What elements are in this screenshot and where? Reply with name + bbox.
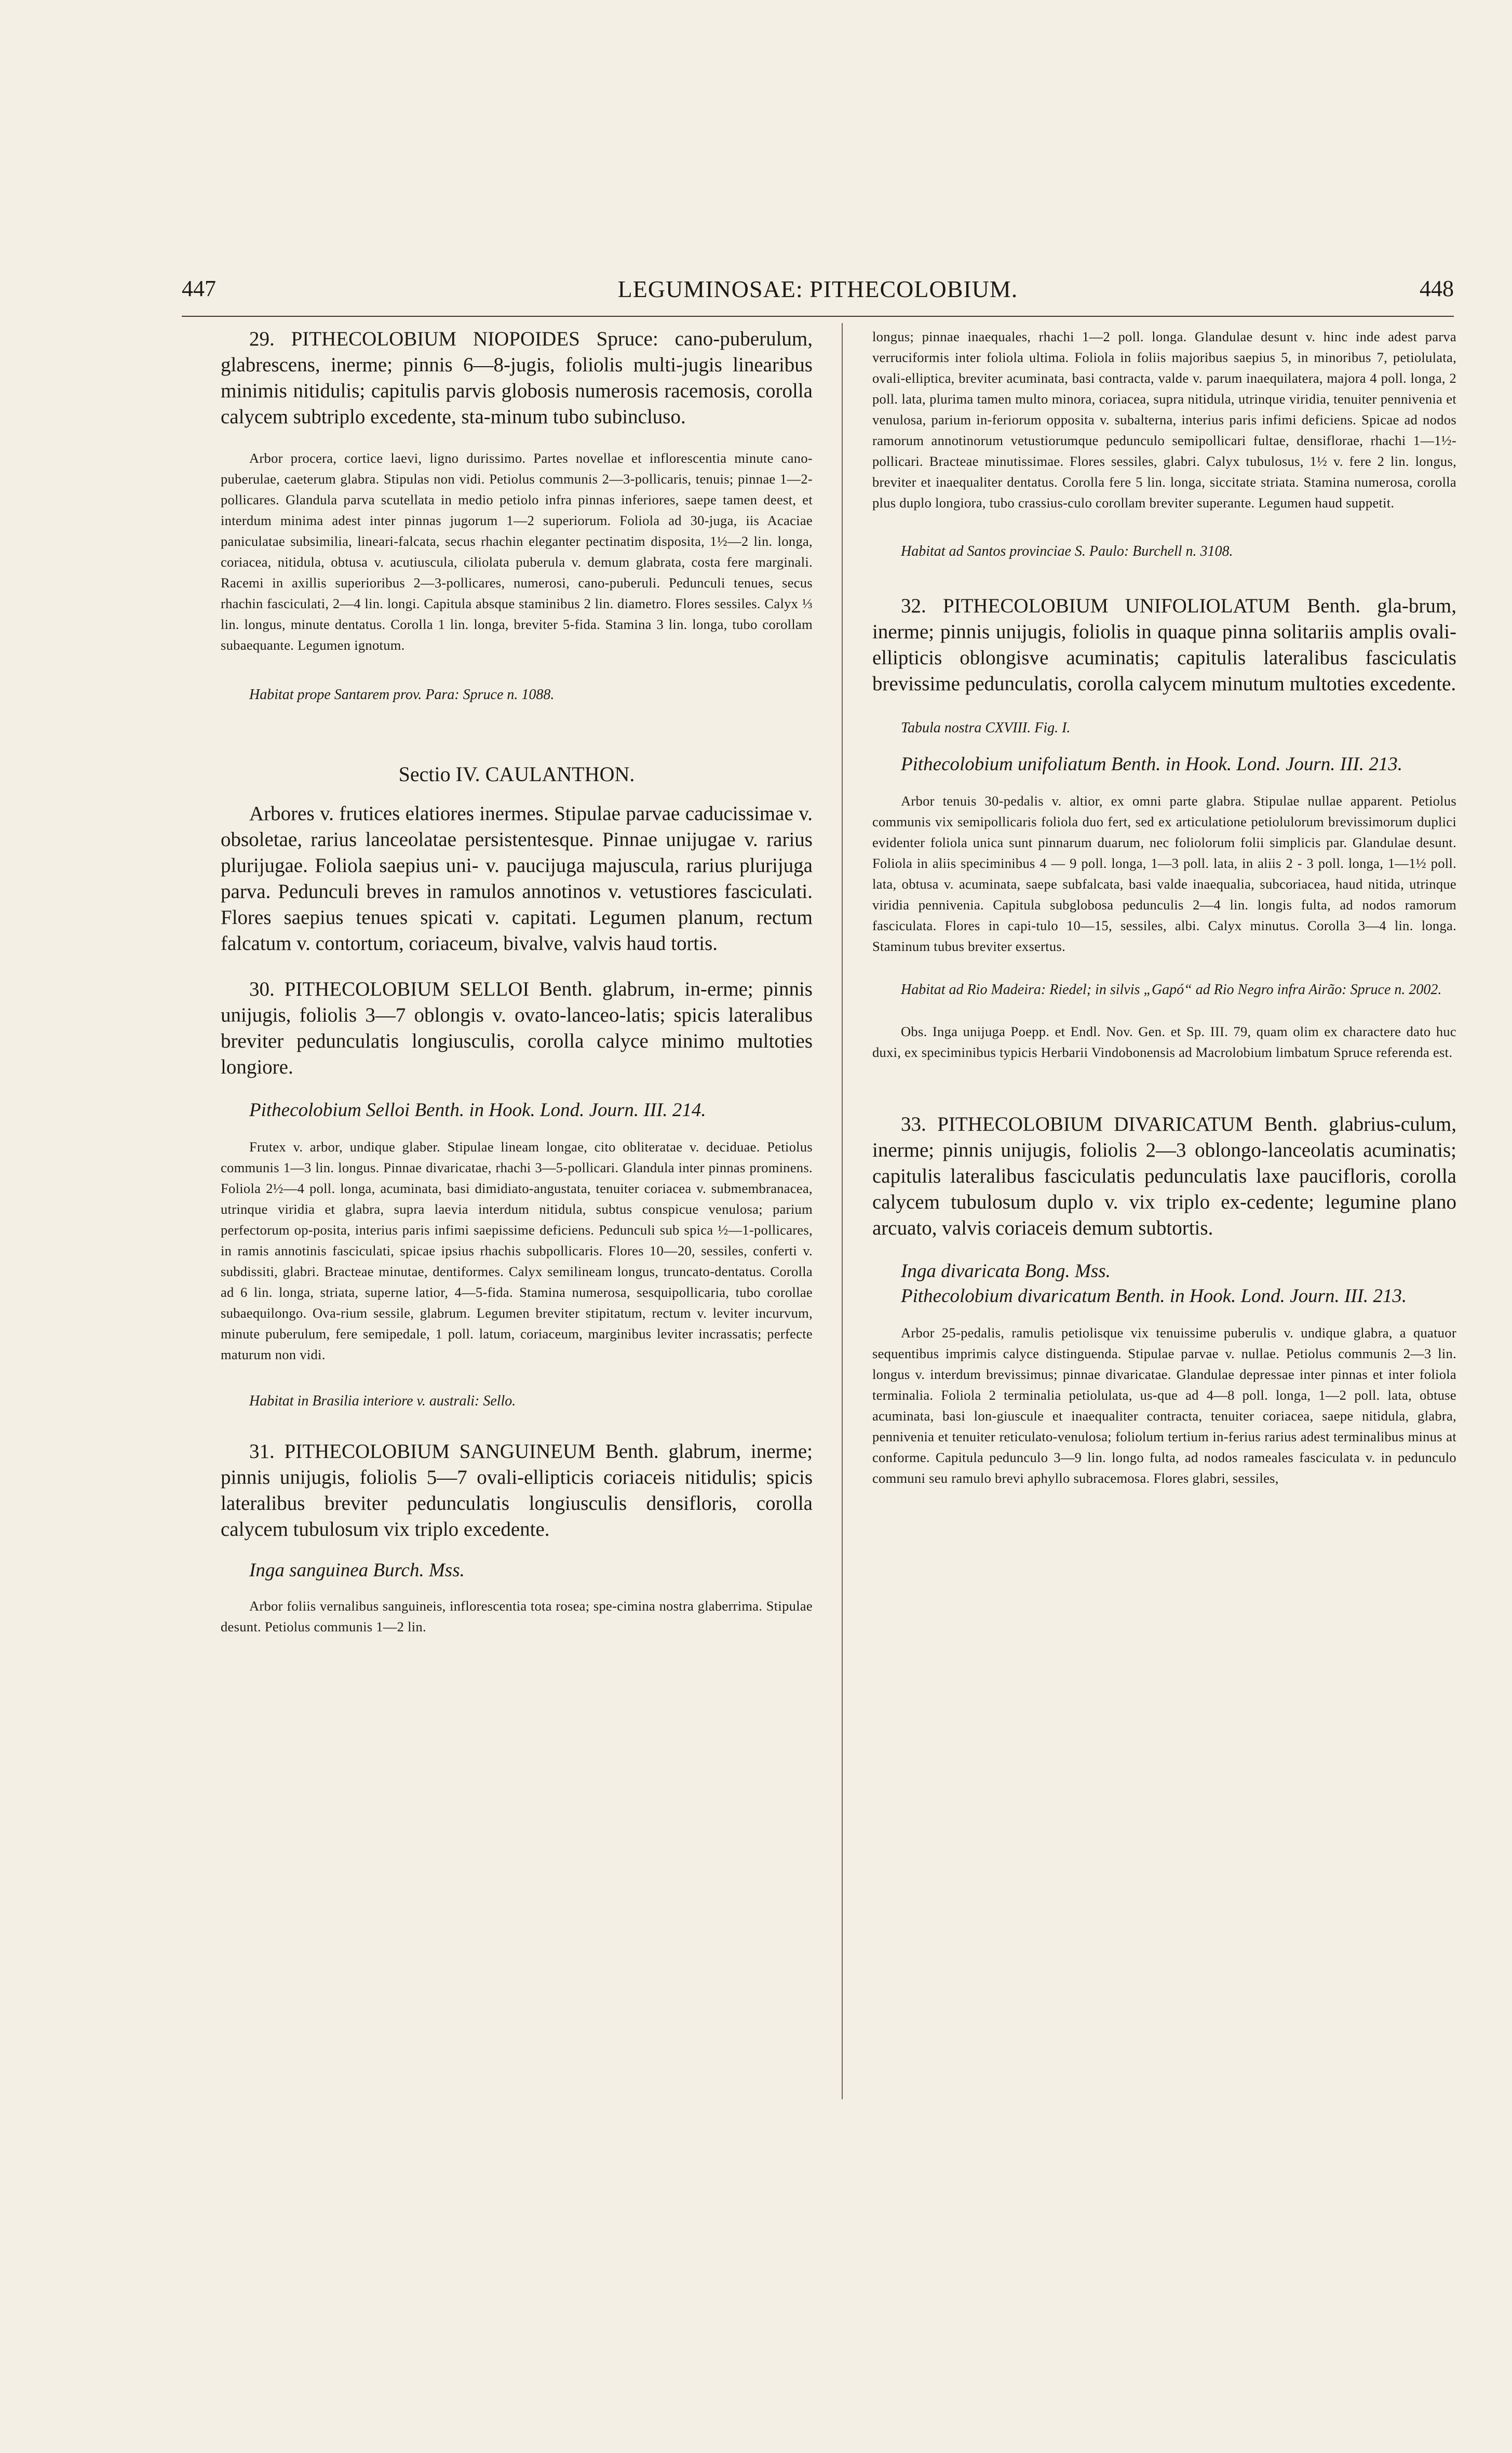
species-29-habitat: Habitat prope Santarem prov. Para: Spruce n. 1088. bbox=[249, 687, 555, 703]
species-30-description: Frutex v. arbor, undique glaber. Stipulae lineam longae, cito obliteratae v. deciduae. Petiolus communis 1—3 lin. longus. Pinnae divaricatae, rhachi 3—5-pollicari. Glandula inter pinnas prominens. Foliola 2½—4 poll. longa, acuminata, basi dimidiato-angustata, tenuiter coriacea v. submembranacea, utrinque viridia et glabra, supra laevia interdum nitidula, subtus conspicue venulosa; parium perfectorum op-posita, interius paris infimi saepissime deficiens. Pedunculi sub spica ½—1-pollicares, in ramis annotinis fasciculati, spicae ipsius rhachis subpollicaris. Flores 10—20, sessiles, conferti v. subdissiti, glabri. Bracteae minutae, dentiformes. Calyx semilineam longus, truncato-dentatus. Corolla ad 6 lin. longa, striata, superne latior, 4—5-fida. Stamina numerosa, sesquipollicaria, tubo corollae subaequilongo. Ova-rium sessile, glabrum. Legumen breviter stipitatum, rectum v. leviter incurvum, minute puberulum, fere semipedale, 1 poll. latum, coriaceum, marginibus leviter incrassatis; perfecte maturum non vidi. bbox=[221, 1139, 813, 1362]
species-32-habitat: Habitat ad Rio Madeira: Riedel; in silvis „Gapó“ ad Rio Negro infra Airão: Spruce n. 2002. bbox=[901, 982, 1442, 998]
left-column bbox=[221, 326, 813, 1637]
species-33-description: Arbor 25-pedalis, ramulis petiolisque vix tenuissime puberulis v. undique glabra, a quatuor sequentibus imprimis calyce distinguenda. Stipulae parvae v. nullae. Petiolus communis 2—3 lin. longus v. interdum brevissimus; pinnae divaricatae. Glandulae depressae inter pinnas et inter foliola terminalia. Foliola 2 terminalia petiolulata, us-que ad 4—8 poll. longa, 1—2 poll. lata, obtuse acuminata, basi lon-giuscule et inaequaliter contracta, tenuiter coriacea, saepe nitidula, glabra, pennivenia et tenuiter reticulato-venulosa; foliolum tertium in-ferius rarius adest terminalibus minus at conforme. Capitula pedunculo 3—9 lin. longo fulta, ad nodos rameales fasciculata v. in pedunculo communi seu ramulo brevi aphyllo subracemosa. Flores glabri, sessiles, bbox=[872, 1325, 1456, 1486]
species-29-description: Arbor procera, cortice laevi, ligno durissimo. Partes novellae et inflorescentia minute cano-puberulae, caeterum glabra. Stipulas non vidi. Petiolus communis 2—3-pollicaris, tenuis; pinnae 1—2-pollicares. Glandula parva scutellata in medio petiolo infra pinnas inferiores, saepe tamen deest, et interdum minima adest inter pinnas jugorum 1—2 superiorum. Foliola ad 30-juga, iis Acaciae paniculatae subsimilia, lineari-falcata, secus rhachin eleganter pectinatim disposita, 1½—2 lin. longa, coriacea, nitidula, obtusa v. acutiuscula, ciliolata puberula v. demum glabrata, costa fere marginali. Racemi in axillis superioribus 2—3-pollicares, numerosi, cano-puberuli. Pedunculi tenues, secus rhachin fasciculati, 2—4 lin. longi. Capitula absque staminibus 2 lin. diametro. Flores sessiles. Calyx ⅓ lin. longus, minute dentatus. Corolla 1 lin. longa, breviter 5-fida. Stamina 3 lin. longa, tubo corollam subaequante. Legumen ignotum. bbox=[221, 450, 813, 653]
species-33-diagnosis: 33. PITHECOLOBIUM DIVARICATUM Benth. glabrius-culum, inerme; pinnis unijugis, foliolis 2—3 oblongo-lanceolatis acuminatis; capitulis lateralibus fasciculatis pedunculatis laxe paucifloris, corolla calycem tubulosum duplo v. vix triplo ex-cedente; legumine plano arcuato, valvis coriaceis demum subtortis. bbox=[872, 1113, 1456, 1239]
header-rule bbox=[182, 316, 1454, 317]
species-31-synonym: Inga sanguinea Burch. Mss. bbox=[249, 1560, 465, 1581]
species-30-synonym: Pithecolobium Selloi Benth. in Hook. Lond. Journ. III. 214. bbox=[249, 1100, 706, 1121]
species-31-description: Arbor foliis vernalibus sanguineis, inflorescentia tota rosea; spe-cimina nostra glaberrima. Stipulae desunt. Petiolus communis 1—2 lin. bbox=[221, 1598, 813, 1634]
column-divider bbox=[842, 323, 843, 2099]
species-32-synonym: Pithecolobium unifoliatum Benth. in Hook. Lond. Journ. III. 213. bbox=[901, 754, 1402, 775]
species-32-description: Arbor tenuis 30-pedalis v. altior, ex omni parte glabra. Stipulae nullae apparent. Petiolus communis vix semipollicaris foliola duo fert, sed ex articulatione petiolulorum brevissimorum duplici evidenter foliola unica sunt pinnarum duarum, nec foliolorum folii simplicis par. Glandulae desunt. Foliola in aliis speciminibus 4 — 9 poll. longa, 1—3 poll. lata, in aliis 2 - 3 poll. longa, 1—1½ poll. lata, obtusa v. acuminata, saepe subfalcata, basi valde inaequalia, subcoriacea, haud nitida, utrinque viridia pennivenia. Capitula subglobosa pedunculis 2—4 lin. longis fulta, ad nodos ramorum fasciculata. Flores in capi-tulo 10—15, sessiles, albi. Calyx minutus. Corolla 3—4 lin. longa. Staminum tubus breviter exsertus. bbox=[872, 793, 1456, 954]
species-29-diagnosis: 29. PITHECOLOBIUM NIOPOIDES Spruce: cano-puberulum, glabrescens, inerme; pinnis 6—8-jugis, foliolis multi-jugis linearibus minimis nitidulis; capitulis parvis globosis numerosis racemosis, corolla calycem subtriplo excedente, sta-minum tubo subincluso. bbox=[221, 328, 813, 428]
page-number-left: 447 bbox=[182, 276, 216, 301]
species-30-diagnosis: 30. PITHECOLOBIUM SELLOI Benth. glabrum, in-erme; pinnis unijugis, foliolis 3—7 oblongis v. ovato-lanceo-latis; spicis lateralibus breviter pedunculatis longiusculis, corolla calyce minimo multoties longiore. bbox=[221, 978, 813, 1078]
species-31-habitat: Habitat ad Santos provinciae S. Paulo: Burchell n. 3108. bbox=[901, 543, 1233, 559]
page-number-right: 448 bbox=[1420, 276, 1454, 301]
species-32-plate: Tabula nostra CXVIII. Fig. I. bbox=[901, 720, 1071, 736]
section-title: Sectio IV. CAULANTHON. bbox=[398, 762, 635, 786]
species-32-observation: Obs. Inga unijuga Poepp. et Endl. Nov. Gen. et Sp. III. 79, quam olim ex charactere dato huc duxi, ex speciminibus typicis Herbarii Vindobonensis ad Macrolobium limbatum Spruce referenda est. bbox=[872, 1024, 1456, 1060]
page-header bbox=[182, 275, 1454, 312]
species-33-synonym-2: Pithecolobium divaricatum Benth. in Hook. Lond. Journ. III. 213. bbox=[901, 1285, 1407, 1307]
species-31-description-continued: longus; pinnae inaequales, rhachi 1—2 poll. longa. Glandulae desunt v. hinc inde adest parva verruciformis inter foliola ultima. Foliola in foliis majoribus saepius 5, in minoribus 7, petiolulata, ovali-elliptica, breviter acuminata, basi contracta, valde v. parum inaequilatera, majora 4 poll. longa, 2 poll. lata, plurima tamen multo minora, coriacea, supra nitidula, utrinque viridia, tenuiter pennivenia et venulosa, parium in-feriorum opposita v. subalterna, interius paris infimi deficiens. Spicae ad nodos ramorum annotinorum vetustiorumque pedunculo semipollicari fultae, densiflorae, rhachi 1—1½-pollicari. Bracteae minutissimae. Flores sessiles, glabri. Calyx tubulosus, 1½ v. fere 2 lin. longus, breviter et inaequaliter dentatus. Corolla fere 5 lin. longa, siccitate striata. Stamina numerosa, corolla plus duplo longiora, tubo crassius-culo corollam breviter superante. Legumen haud suppetit. bbox=[872, 329, 1456, 511]
species-31-diagnosis: 31. PITHECOLOBIUM SANGUINEUM Benth. glabrum, inerme; pinnis unijugis, foliolis 5—7 ovali-ellipticis coriaceis nitidulis; spicis lateralibus breviter pedunculatis longiusculis densifloris, corolla calycem tubulosum vix triplo excedente. bbox=[221, 1440, 813, 1540]
species-32-diagnosis: 32. PITHECOLOBIUM UNIFOLIOLATUM Benth. gla-brum, inerme; pinnis unijugis, foliolis in quaque pinna solitariis amplis ovali-ellipticis oblongisve acuminatis; capitulis lateralibus fasciculatis brevissime pedunculatis, corolla calycem minutum multoties excedente. bbox=[872, 595, 1456, 695]
section-description: Arbores v. frutices elatiores inermes. Stipulae parvae caducissimae v. obsoletae, rarius lanceolatae persistentesque. Pinnae unijugae v. rarius plurijugae. Foliola saepius uni- v. paucijuga majuscula, rarius plurijuga parva. Pedunculi breves in ramulos annotinos v. vetustiores fasciculati. Flores saepius tenues spicati v. capitati. Legumen planum, rectum falcatum v. contortum, coriaceum, bivalve, valvis haud tortis. bbox=[221, 802, 813, 955]
right-column bbox=[872, 326, 1456, 1489]
running-title: LEGUMINOSAE: PITHECOLOBIUM. bbox=[617, 276, 1018, 302]
species-33-synonym-1: Inga divaricata Bong. Mss. bbox=[901, 1261, 1111, 1282]
species-30-habitat: Habitat in Brasilia interiore v. australi: Sello. bbox=[249, 1393, 516, 1409]
